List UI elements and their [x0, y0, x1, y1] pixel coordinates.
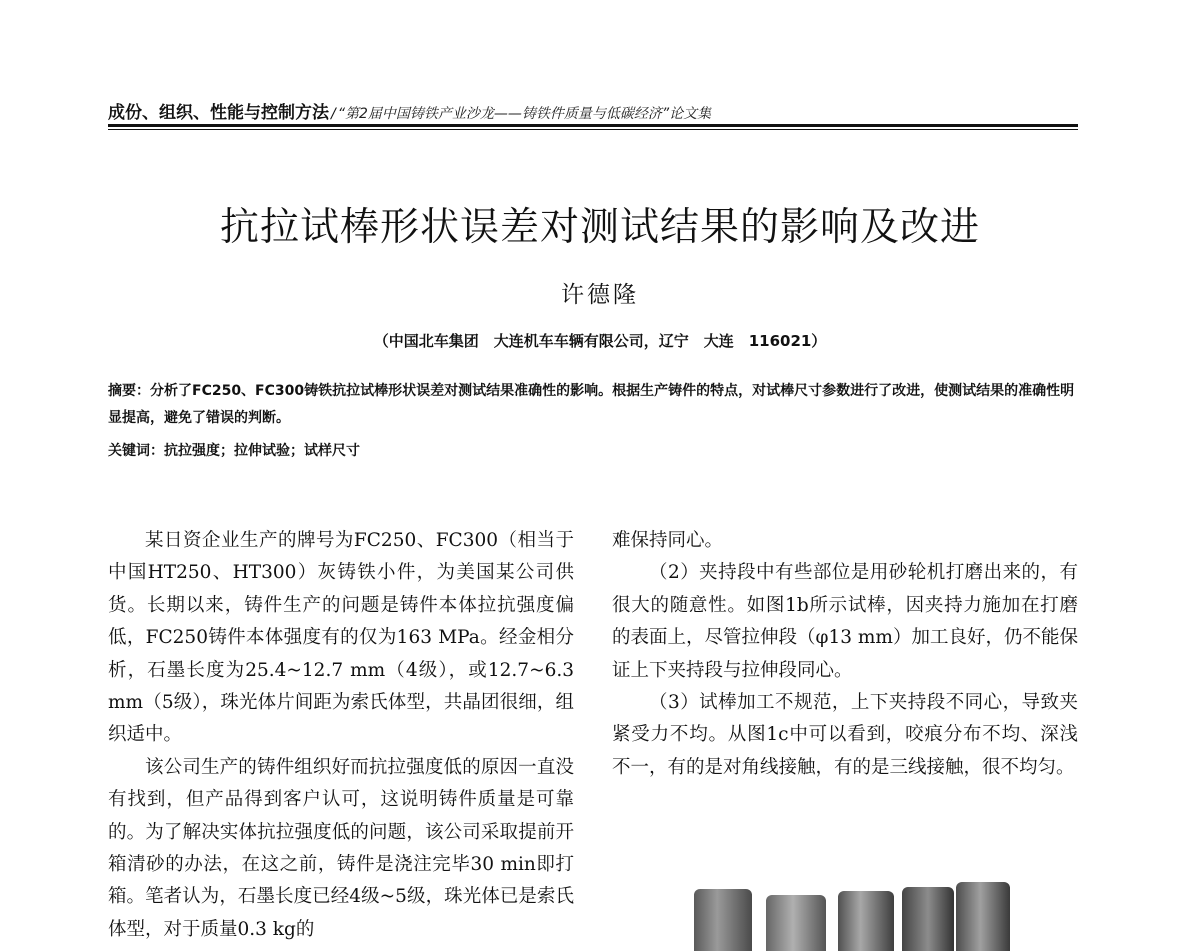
- author-name: 许德隆: [561, 282, 639, 308]
- keywords: [108, 439, 1078, 463]
- abstract: [108, 378, 1078, 432]
- specimen-image: [838, 891, 894, 951]
- header-rule: [108, 124, 1078, 130]
- paragraph: 该公司生产的铸件组织好而抗拉强度低的原因一直没有找到，但产品得到客户认可，这说明铸件质量是可靠的。为了解决实体抗拉强度低的问题，该公司采取提前开箱清砂的办法，在这之前，铸件是浇注完毕30 min即打箱。笔者认为，石墨长度已经4级~5级，珠光体已是索氏体型，对于质量0.3 kg的: [108, 756, 574, 940]
- header-collection: “第2届中国铸铁产业沙龙——铸铁件质量与低碳经济”论文集: [337, 106, 712, 122]
- specimen-image: [694, 889, 752, 951]
- paragraph: 难保持同心。: [612, 530, 724, 551]
- paragraph: 某日资企业生产的牌号为FC250、FC300（相当于中国HT250、HT300）灰铸铁小件，为美国某公司供货。长期以来，铸件生产的问题是铸件本体拉抗强度偏低，FC250铸件本体强度有的仅为163 MPa。经金相分析，石墨长度为25.4~12.7 mm（4级），或12.7~6.3 mm（5级），珠光体片间距为索氏体型，共晶团很细，组织适中。: [108, 530, 574, 746]
- keywords-text: 抗拉强度；拉伸试验；试样尺寸: [164, 443, 360, 459]
- specimen-image: [902, 887, 954, 951]
- paragraph: （2）夹持段中有些部位是用砂轮机打磨出来的，有很大的随意性。如图1b所示试棒，因夹持力施加在打磨的表面上，尽管拉伸段（φ13 mm）加工良好，仍不能保证上下夹持段与拉伸段同心。: [612, 562, 1078, 681]
- abstract-label: 摘要：: [108, 383, 150, 399]
- running-header: [108, 98, 1078, 122]
- affiliation: （中国北车集团 大连机车车辆有限公司，辽宁 大连 116021）: [373, 332, 827, 350]
- header-separator: /: [331, 106, 336, 122]
- specimen-image: [766, 895, 826, 951]
- abstract-text: 分析了FC250、FC300铸铁抗拉试棒形状误差对测试结果准确性的影响。根据生产铸件的特点，对试棒尺寸参数进行了改进，使测试结果的准确性明显提高，避免了错误的判断。: [108, 383, 1075, 426]
- paragraph: （3）试棒加工不规范，上下夹持段不同心，导致夹紧受力不均。从图1c中可以看到，咬痕分布不均、深浅不一，有的是对角线接触，有的是三线接触，很不均匀。: [612, 692, 1078, 778]
- header-series: 成份、组织、性能与控制方法: [108, 103, 329, 122]
- specimen-image: [956, 882, 1010, 951]
- keywords-label: 关键词：: [108, 443, 164, 459]
- paper-title: 抗拉试棒形状误差对测试结果的影响及改进: [219, 205, 980, 250]
- body-column-left: [108, 525, 574, 946]
- specimen-photo: [688, 872, 1018, 951]
- body-column-right: [612, 525, 1078, 784]
